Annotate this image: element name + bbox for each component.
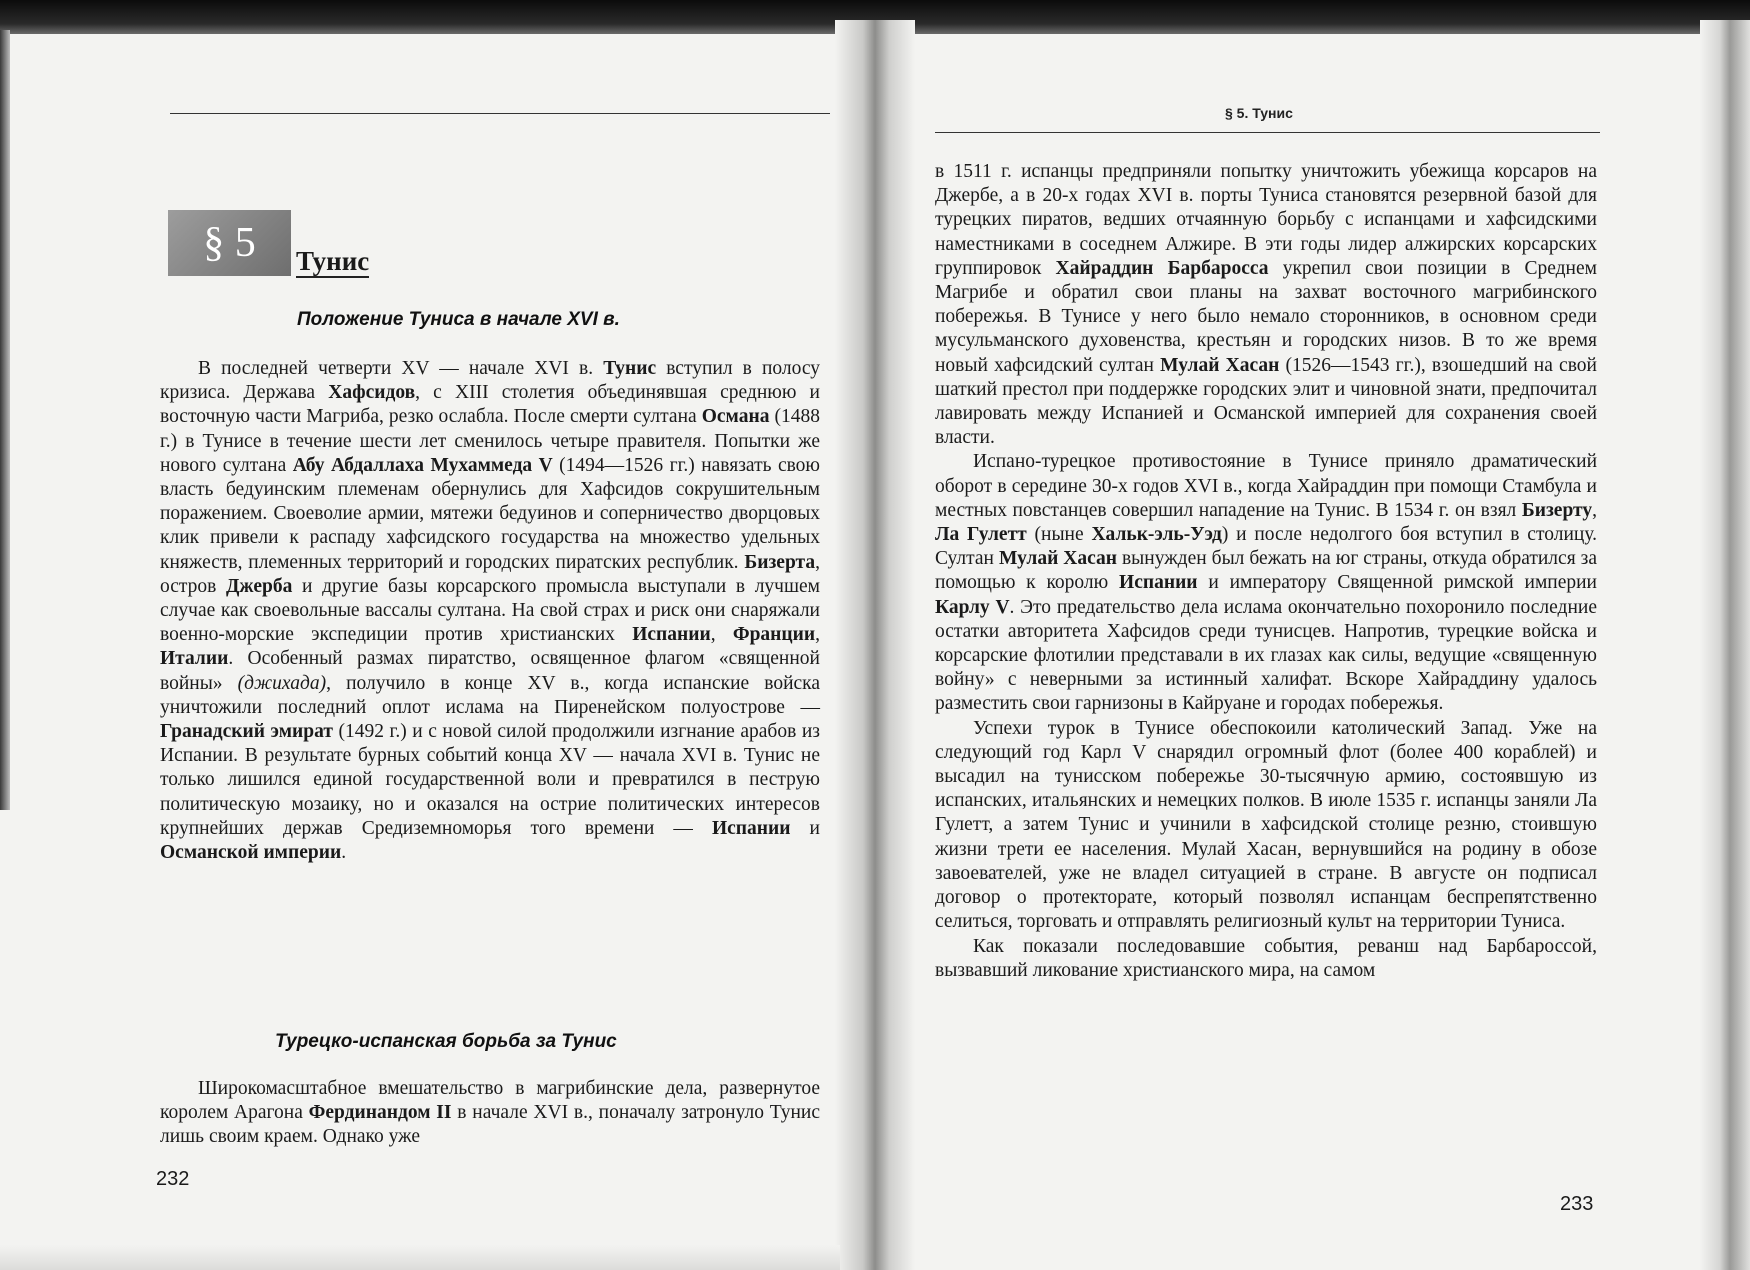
bold-term: Карлу V: [935, 596, 1010, 618]
running-header: § 5. Тунис: [1225, 105, 1293, 121]
italic-term: (джихада): [237, 672, 327, 694]
bold-term: Хайраддин Барбаросса: [1055, 257, 1269, 279]
book-spine: [835, 20, 915, 1270]
left-paragraph-1: [160, 357, 820, 865]
section-badge: § 5: [168, 210, 291, 276]
bold-term: Италии: [160, 648, 229, 670]
subheading-turkish-spanish-struggle: Турецко-испанская борьба за Тунис: [275, 1031, 617, 1052]
paragraph-text: в 1511 г. испанцы предприняли попытку уничтожить убежища корсаров на Джербе, а в 20-х годах XVI в. порты Туниса становятся резервной базой для турецких пиратов, ведших отчаянную борьбу с испанцами и хафсидскими наместниками в соседнем Алжире. В эти годы лидер алжирских корсарских группировок Хайраддин Барбаросса укрепил свои позиции в Среднем Магрибе и обратил свои планы на захват восточного магрибинского побережья. В Тунисе у него было немало сторонников, в основном среди мусульманского духовенства, крестьян и городских низов. В то же время новый хафсидский султан Мулай Хасан (1526—1543 гг.), взошедший на свой шаткий престол при поддержке городских элит и чиновной знати, предпочитал лавировать между Испанией и Османской империей для сохранения своей власти.: [935, 161, 1597, 449]
left-paragraph-2: [160, 1077, 820, 1150]
bold-term: Абу Абдаллаха Мухаммеда V: [292, 454, 553, 476]
page-number-right: 233: [1560, 1193, 1594, 1215]
bold-term: Испании: [711, 817, 791, 839]
bold-term: Франции: [732, 624, 816, 646]
bold-term: Бизерта: [744, 551, 816, 573]
bold-term: Османа: [701, 406, 770, 428]
bold-term: Бизерту: [1521, 499, 1593, 521]
subheading-position-of-tunisia: Положение Туниса в начале XVI в.: [297, 309, 620, 330]
left-top-rule: [170, 113, 830, 114]
bold-term: Хафсидов: [328, 382, 416, 404]
paragraph-text: Широкомасштабное вмешательство в магрибинские дела, развернутое королем Арагона Фердинандом II в начале XVI в., поначалу затронуло Тунис лишь своим краем. Однако уже: [160, 1078, 821, 1148]
bold-term: Фердинандом II: [308, 1102, 452, 1124]
paragraph-text: Испано-турецкое противостояние в Тунисе приняло драматический оборот в середине 30-х годов XVI в., когда Хайраддин при помощи Стамбула и местных повстанцев совершил нападение на Тунис. В 1534 г. он взял Бизерту, Ла Гулетт (ныне Хальк-эль-Уэд) и после недолгого боя вступил в столицу. Султан Мулай Хасан вынужден был бежать на юг страны, откуда обратился за помощью к королю Испании и императору Священной римской империи Карлу V. Это предательство дела ислама окончательно похоронило последние остатки авторитета Хафсидов среди тунисцев. Напротив, турецкие войска и корсарские флотилии представали в их глазах как силы, ведущие «священную войну» с неверными за истинный халифат. Вскоре Хайраддину удалось разместить свои гарнизоны в Кайруане и городах побережья.: [935, 451, 1597, 715]
paragraph-text: В последней четверти XV — начале XVI в. Тунис вступил в полосу кризиса. Держава Хафсидов, с XIII столетия объединявшая среднюю и восточную части Магриба, резко ослабла. После смерти султана Османа (1488 г.) в Тунисе в течение шести лет сменилось четыре правителя. Попытки же нового султана Абу Абдаллаха Мухаммеда V (1494—1526 гг.) навязать свою власть бедуинским племенам обернулись для Хафсидов сокрушительным поражением. Своеволие армии, мятежи бедуинов и соперничество дворцовых клик привели к распаду хафсидского государства на множество удельных княжеств, племенных территорий и городских пиратских республик. Бизерта, остров Джерба и другие базы корсарского промысла выступали в лучшем случае как своевольные вассалы султана. На свой страх и риск они снаряжали военно-морские экспедиции против христианских Испании, Франции, Италии. Особенный размах пиратство, освященное флагом «священной войны» (джихада), получило в конце XV в., когда испанские войска уничтожили последний оплот ислама на Пиренейском полуострове — Гранадский эмират (1492 г.) и с новой силой продолжили изгнание арабов из Испании. В результате бурных событий конца XV — начала XVI в. Тунис не только лишился единой государственной воли и превратился в пеструю политическую мозаику, но и оказался на острие политических интересов крупнейших держав Средиземноморья того времени — Испании и Османской империи.: [160, 358, 821, 864]
page-edges-right: [1700, 20, 1750, 1270]
right-body: [935, 160, 1597, 983]
bold-term: Мулай Хасан: [1160, 354, 1280, 376]
scan-left-shadow: [0, 30, 10, 810]
paragraph-text: Как показали последовавшие события, реванш над Барбароссой, вызвавший ликование христианского мира, на самом: [935, 935, 1597, 981]
page-number-left: 232: [156, 1168, 190, 1190]
bold-term: Тунис: [603, 358, 657, 379]
bold-term: Османской империи: [160, 842, 342, 864]
bold-term: Испании: [1119, 572, 1198, 594]
bold-term: Испании: [632, 624, 711, 646]
bold-term: Хальк-эль-Уэд: [1091, 524, 1222, 546]
chapter-title: Тунис: [296, 246, 370, 276]
paragraph-text: Успехи турок в Тунисе обеспокоили католический Запад. Уже на следующий год Карл V снарядил огромный флот (более 400 кораблей) и высадил на тунисском побережье 30-тысячную армию, состоявшую из испанских, итальянских и немецких полков. В июле 1535 г. испанцы заняли Ла Гулетт, а затем Тунис и учинили в хафсидской столице резню, стоившую жизни трети ее населения. Мулай Хасан, вернувшийся на родину в обозе завоевателей, уже не владел ситуацией в стране. В августе он подписал договор о протекторате, который позволял испанцам беспрепятственно селиться, торговать и отправлять религиозный культ на территории Туниса.: [935, 717, 1597, 933]
bold-term: Гранадский эмират: [160, 721, 333, 743]
bold-term: Мулай Хасан: [998, 548, 1117, 570]
scan-bottom-shade: [0, 1245, 840, 1270]
bold-term: Джерба: [226, 575, 293, 597]
bold-term: Ла Гулетт: [935, 524, 1027, 546]
right-top-rule: [935, 132, 1600, 133]
